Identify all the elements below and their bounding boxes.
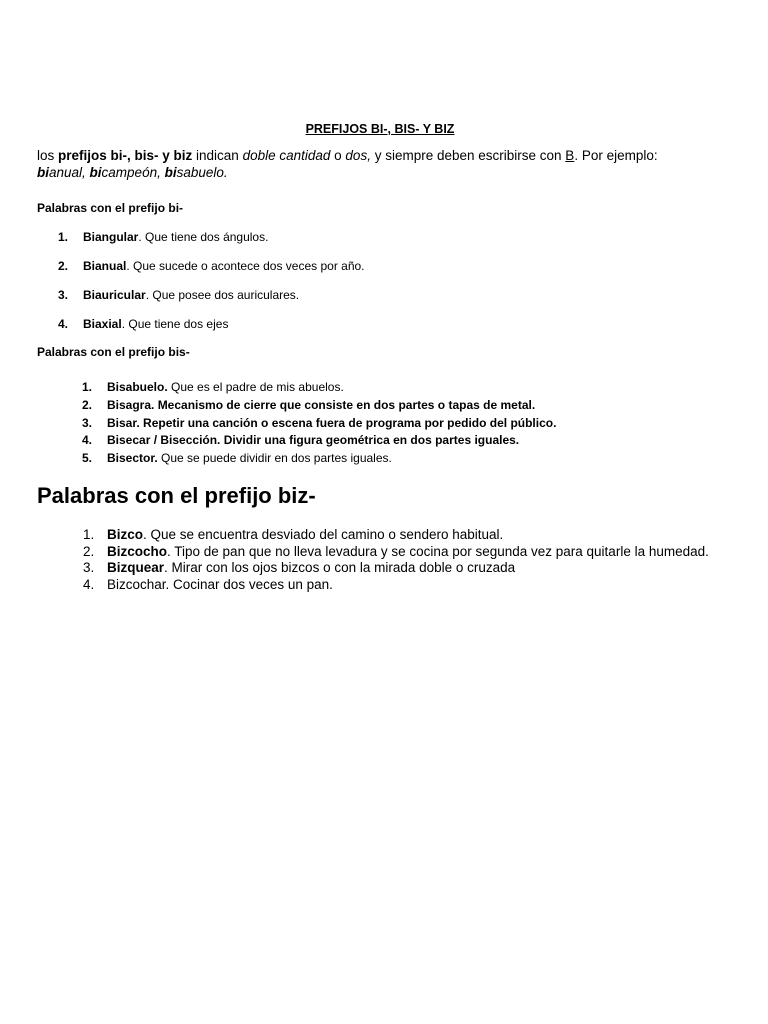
item-definition: . Que tiene dos ejes [121, 317, 229, 331]
list-bi [58, 230, 365, 346]
example-prefix: bi [37, 164, 49, 180]
list-item [82, 398, 556, 416]
item-number: 2. [82, 397, 93, 412]
intro-text: indican [192, 148, 243, 163]
item-number: 5. [82, 451, 93, 466]
list-biz [83, 527, 723, 593]
list-item [58, 288, 365, 317]
item-definition: Bizcochar. Cocinar dos veces un pan. [107, 576, 333, 592]
list-item [83, 577, 723, 594]
list-item [82, 451, 556, 469]
item-definition: . Que posee dos auriculares. [145, 288, 300, 302]
intro-text: . Por ejemplo: [574, 148, 658, 163]
item-definition: . Mirar con los ojos bizcos o con la mirada doble o cruzada [164, 560, 516, 575]
list-bis [82, 380, 556, 469]
intro-emphasis: dos, [345, 148, 371, 163]
item-number: 1. [58, 230, 69, 244]
example-prefix: bi [164, 164, 177, 180]
example-rest: anual, [49, 164, 90, 180]
list-item [58, 230, 365, 259]
item-term: Bizco [107, 527, 144, 542]
example-word [165, 165, 228, 180]
item-text [107, 527, 723, 544]
intro-text: y siempre deben escribirse con [370, 148, 566, 163]
list-item [83, 527, 723, 544]
intro-text: o [330, 148, 346, 163]
item-term: Bizquear [107, 560, 165, 575]
item-text [107, 577, 723, 594]
list-item [82, 433, 556, 451]
item-term: Bisagra. Mecanismo de cierre que consiste en dos partes o tapas de metal. [107, 397, 536, 412]
item-definition: . Tipo de pan que no lleva levadura y se cocina por segunda vez para quitarle la humedad. [167, 543, 709, 559]
item-text [107, 544, 723, 561]
list-item [82, 416, 556, 434]
item-term: Biangular [83, 230, 139, 244]
item-number: 1. [82, 380, 93, 394]
item-text [107, 560, 723, 577]
example-word [37, 165, 90, 180]
item-number: 3. [83, 560, 95, 575]
item-term: Bisar. Repetir una canción o escena fuera de programa por pedido del público. [107, 415, 557, 430]
intro-emphasis: doble cantidad [242, 148, 331, 163]
list-item [83, 560, 723, 577]
item-term: Biauricular [83, 288, 146, 302]
item-number: 4. [82, 433, 93, 448]
item-number: 3. [82, 415, 93, 430]
item-definition: . Que sucede o acontece dos veces por año. [126, 259, 365, 273]
list-item [58, 259, 365, 288]
example-prefix: bi [89, 164, 102, 180]
item-number: 2. [58, 259, 69, 273]
item-number: 4. [83, 576, 95, 592]
section-heading-biz: Palabras con el prefijo biz- [37, 483, 316, 508]
item-term: Bisecar / Bisección. Dividir una figura geométrica en dos partes iguales. [107, 433, 520, 448]
example-rest: sabuelo. [176, 164, 228, 180]
item-term: Bisabuelo. [107, 380, 168, 394]
example-word [90, 165, 165, 180]
item-number: 1. [83, 527, 95, 542]
item-definition: Que es el padre de mis abuelos. [167, 380, 344, 394]
item-definition: . Que tiene dos ángulos. [138, 230, 269, 244]
intro-paragraph [37, 148, 677, 181]
section-heading-bis: Palabras con el prefijo bis- [37, 345, 190, 359]
item-term: Biaxial [83, 317, 122, 331]
item-definition: Que se puede dividir en dos partes iguales. [157, 451, 392, 466]
item-number: 3. [58, 288, 69, 302]
item-number: 2. [83, 543, 95, 559]
list-item [82, 380, 556, 398]
intro-letter-b: B [565, 148, 575, 163]
document-title: PREFIJOS BI-, BIS- Y BIZ [305, 122, 455, 136]
list-item [58, 317, 365, 346]
item-number: 4. [58, 317, 69, 331]
intro-prefixes: prefijos bi-, bis- y biz [58, 148, 193, 163]
intro-text: los [37, 148, 59, 163]
item-term: Bizcocho [107, 543, 168, 559]
item-definition: . Que se encuentra desviado del camino o sendero habitual. [143, 527, 504, 542]
item-term: Bianual [83, 259, 127, 273]
section-heading-bi: Palabras con el prefijo bi- [37, 201, 184, 215]
item-term: Bisector. [107, 451, 158, 466]
list-item [83, 544, 723, 561]
example-rest: campeón, [101, 164, 165, 180]
